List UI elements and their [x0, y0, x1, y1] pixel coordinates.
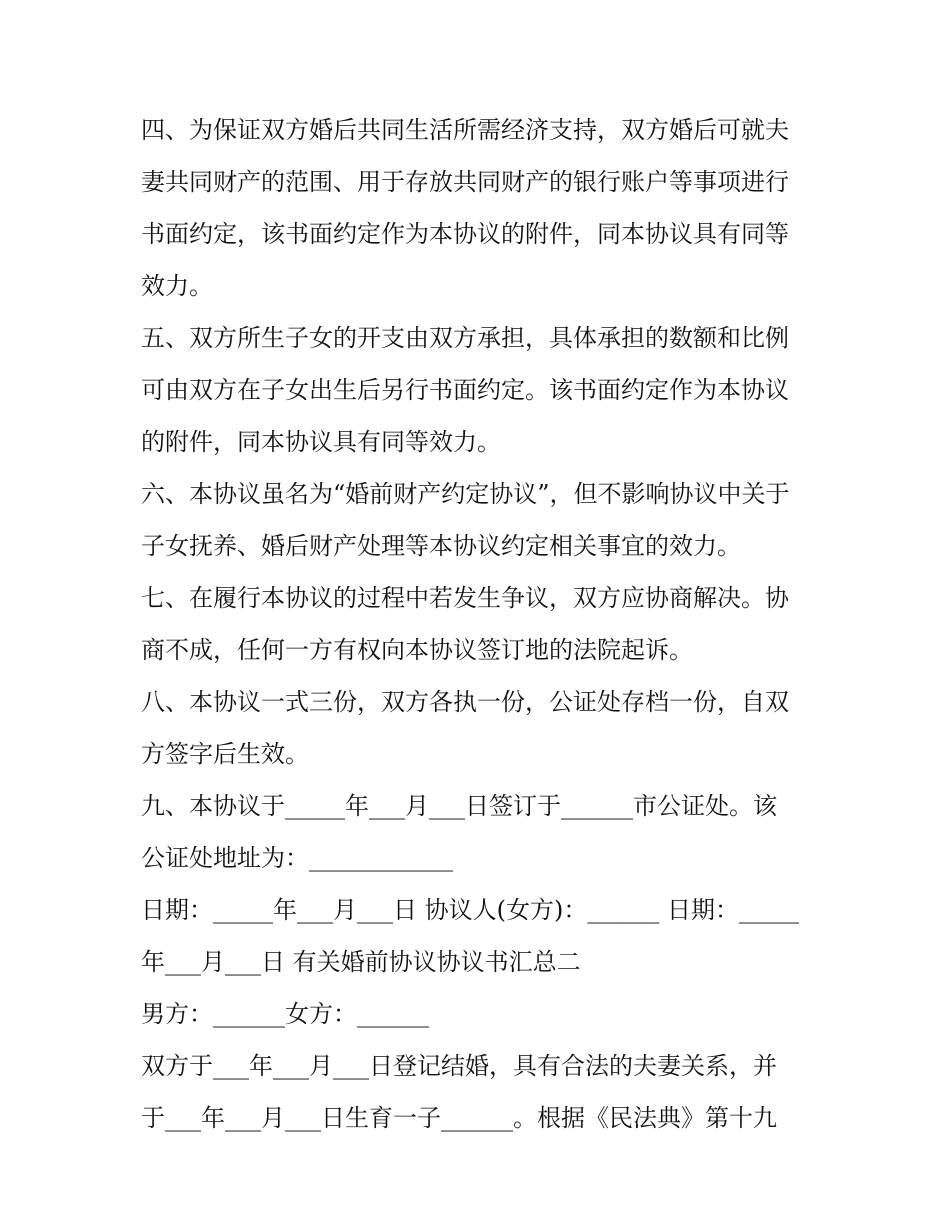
text-line: 效力。 [141, 272, 213, 300]
text-line: 可由双方在子女出生后另行书面约定。该书面约定作为本协议 [141, 376, 789, 404]
text-line: 九、本协议于_____年___月___日签订于______市公证处。该 [141, 792, 777, 820]
text-line: 七、在履行本协议的过程中若发生争议，双方应协商解决。协 [141, 584, 789, 612]
text-line: 八、本协议一式三份，双方各执一份，公证处存档一份，自双 [141, 688, 789, 716]
text-line: 方签字后生效。 [141, 740, 309, 768]
text-line: 妻共同财产的范围、用于存放共同财产的银行账户等事项进行 [141, 168, 789, 196]
text-line: 商不成，任何一方有权向本协议签订地的法院起诉。 [141, 636, 693, 664]
document-body [141, 107, 821, 1147]
text-line: 四、为保证双方婚后共同生活所需经济支持，双方婚后可就夫 [141, 116, 789, 144]
text-line: 书面约定，该书面约定作为本协议的附件，同本协议具有同等 [141, 220, 789, 248]
text-line: 双方于___年___月___日登记结婚，具有合法的夫妻关系，并 [141, 1052, 777, 1080]
text-line: 的附件，同本协议具有同等效力。 [141, 428, 501, 456]
text-line: 于___年___月___日生育一子______。根据《民法典》第十九 [141, 1104, 777, 1132]
text-line: 五、双方所生子女的开支由双方承担，具体承担的数额和比例 [141, 324, 789, 352]
text-line: 六、本协议虽名为“婚前财产约定协议”，但不影响协议中关于 [141, 480, 790, 508]
text-line: 日期：_____年___月___日 协议人(女方)：______ 日期：_____ [141, 896, 799, 924]
text-line: 公证处地址为：____________ [141, 844, 453, 872]
text-line: 子女抚养、婚后财产处理等本协议约定相关事宜的效力。 [141, 532, 741, 560]
text-line: 男方：______女方：______ [141, 1000, 429, 1028]
text-line: 年___月___日 有关婚前协议协议书汇总二 [141, 948, 581, 976]
